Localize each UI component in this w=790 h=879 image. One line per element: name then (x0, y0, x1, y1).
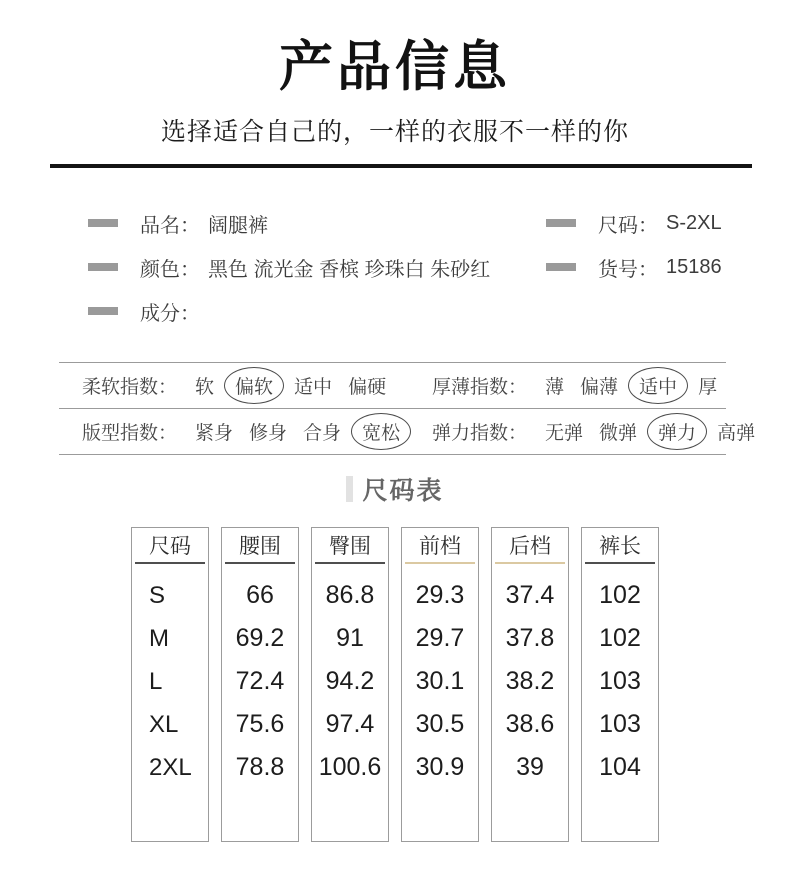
size-cell: XL (149, 710, 179, 738)
size-cell: 100.6 (318, 753, 382, 782)
detail-label: 品名： (140, 214, 200, 237)
index-option: 偏薄 (580, 377, 619, 399)
size-cell: 102 (599, 624, 641, 653)
detail-label: 颜色： (140, 258, 200, 281)
size-column (221, 527, 299, 842)
index-group (82, 413, 432, 450)
size-cell: 37.4 (505, 581, 555, 610)
size-column-header: 臀围 (315, 528, 385, 564)
size-cell: 69.2 (235, 624, 285, 653)
dash-icon (546, 219, 576, 227)
index-option: 偏硬 (348, 377, 387, 399)
detail-row (88, 210, 546, 236)
index-option-selected: 弹力 (647, 413, 707, 450)
dash-icon (88, 307, 118, 315)
size-cell: 66 (246, 581, 274, 610)
size-cell: 91 (336, 624, 364, 653)
size-cell: 78.8 (235, 753, 285, 782)
detail-label: 货号： (598, 258, 658, 281)
detail-value: 15186 (666, 255, 722, 278)
product-details (0, 210, 790, 342)
size-cell: S (149, 581, 166, 609)
size-cell: 94.2 (325, 667, 375, 696)
size-chart-title: 尺码表 (362, 477, 444, 506)
index-group (432, 367, 725, 404)
index-group (432, 413, 763, 450)
size-cell: 38.6 (505, 710, 555, 739)
index-option: 厚 (698, 377, 718, 399)
size-cell: 103 (599, 710, 641, 739)
size-cell: 39 (516, 753, 544, 782)
dash-icon (546, 263, 576, 271)
section-divider (50, 164, 752, 168)
size-column-header: 后档 (495, 528, 565, 564)
size-column-header: 裤长 (585, 528, 655, 564)
index-label: 厚薄指数： (432, 377, 528, 399)
size-column-header: 前档 (405, 528, 475, 564)
detail-label: 成分： (140, 302, 200, 325)
index-row (59, 363, 726, 409)
size-cell: 75.6 (235, 710, 285, 739)
index-row (59, 409, 756, 455)
size-cell: 103 (599, 667, 641, 696)
size-column (491, 527, 569, 842)
product-details-left (88, 210, 546, 342)
size-cell: M (149, 624, 169, 652)
index-label: 版型指数： (82, 423, 178, 445)
detail-value: S-2XL (666, 211, 722, 234)
product-index-section (59, 362, 756, 455)
index-option: 无弹 (545, 423, 584, 445)
size-column (401, 527, 479, 842)
size-cell: 72.4 (235, 667, 285, 696)
size-column-header: 腰围 (225, 528, 295, 564)
size-cell: 29.7 (415, 624, 465, 653)
index-option: 适中 (294, 377, 333, 399)
size-column (311, 527, 389, 842)
size-column (581, 527, 659, 842)
index-label: 柔软指数： (82, 377, 178, 399)
index-option: 修身 (249, 423, 288, 445)
index-option-selected: 宽松 (351, 413, 411, 450)
index-label: 弹力指数： (432, 423, 528, 445)
index-option: 软 (195, 377, 215, 399)
detail-value: 阔腿裤 (208, 214, 268, 237)
size-cell: 29.3 (415, 581, 465, 610)
page-subtitle: 选择适合自己的，一样的衣服不一样的你 (160, 118, 629, 147)
index-option: 微弹 (599, 423, 638, 445)
size-column-header: 尺码 (135, 528, 205, 564)
detail-value: 黑色 流光金 香槟 珍珠白 朱砂红 (208, 258, 491, 281)
dash-icon (88, 263, 118, 271)
size-cell: 30.5 (415, 710, 465, 739)
size-cell: 30.1 (415, 667, 465, 696)
index-option-selected: 适中 (628, 367, 688, 404)
index-option: 高弹 (717, 423, 756, 445)
size-cell: 102 (599, 581, 641, 610)
index-option: 紧身 (195, 423, 234, 445)
detail-label: 尺码： (598, 214, 658, 237)
size-chart-heading (0, 471, 790, 507)
size-cell: 97.4 (325, 710, 375, 739)
product-info-page (0, 36, 790, 842)
dash-icon (88, 219, 118, 227)
index-option-selected: 偏软 (224, 367, 284, 404)
detail-row (88, 298, 546, 324)
detail-row (546, 254, 722, 280)
detail-row (88, 254, 546, 280)
index-option: 薄 (545, 377, 565, 399)
index-group (82, 367, 432, 404)
size-cell: 104 (599, 753, 641, 782)
size-cell: 38.2 (505, 667, 555, 696)
size-cell: 37.8 (505, 624, 555, 653)
page-title: 产品信息 (279, 37, 511, 97)
product-details-right (546, 210, 722, 342)
size-cell: L (149, 667, 163, 695)
size-cell: 2XL (149, 753, 192, 781)
title-accent-bar-icon (346, 476, 353, 502)
size-column (131, 527, 209, 842)
size-cell: 30.9 (415, 753, 465, 782)
detail-row (546, 210, 722, 236)
size-cell: 86.8 (325, 581, 375, 610)
index-option: 合身 (303, 423, 342, 445)
size-chart-table (0, 527, 790, 842)
